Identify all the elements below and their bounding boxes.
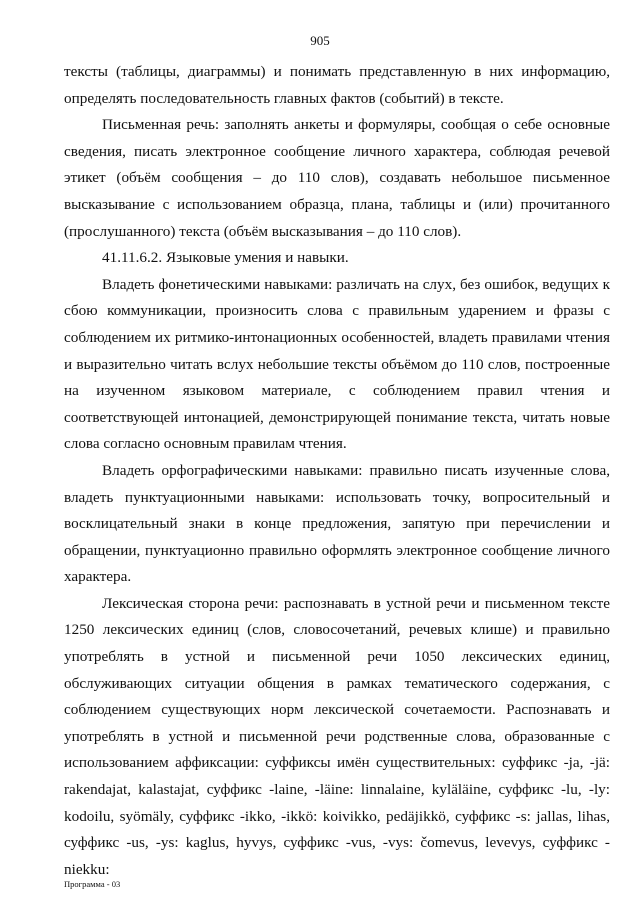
paragraph-4: Владеть фонетическими навыками: различать на слух, без ошибок, ведущих к сбою коммуникации, произносить слова с правильным ударением и фразы с соблюдением их ритмико-интонационных особенностей, владеть правилами чтения и выразительно читать вслух небольшие тексты объёмом до 110 слов, построенные на изученном языковом материале, с соблюдением правил чтения и соответствующей интонацией, демонстрирующей понимание текста, читать новые слова согласно основным правилам чтения. (64, 275, 610, 453)
paragraph-1: тексты (таблицы, диаграммы) и понимать представленную в них информацию, определять последовательность главных фактов (событий) в тексте. (64, 63, 610, 107)
document-body (64, 59, 610, 883)
footer-label: Программа - 03 (64, 879, 121, 889)
section-heading: 41.11.6.2. Языковые умения и навыки. (102, 249, 349, 267)
paragraph-6: Лексическая сторона речи: распознавать в устной речи и письменном тексте 1250 лексических единиц (слов, словосочетаний, речевых клише) и правильно употреблять в устной и письменной речи 1050 лексических единиц, обслуживающих ситуации общения в рамках тематического содержания, с соблюдением существующих норм лексической сочетаемости. Распознавать и употреблять в устной и письменной речи родственные слова, образованные с использованием аффиксации: суффиксы имён существительных: суффикс -ja, -jä: rakendajat, kalastajat, суффикс -laine, -läine: linnalaine, kyläläine, суффикс -lu, -ly: kodoilu, syömäly, суффикс -ikko, -ikkö: koivikko, pedäjikkö, суффикс -s: jallas, lihas, суффикс -us, -ys: kaglus, hyvys, суффикс -vus, -vys: čomevus, levevys, суффикс -niekku: (64, 594, 610, 878)
paragraph-2: Письменная речь: заполнять анкеты и формуляры, сообщая о себе основные сведения, писать электронное сообщение личного характера, соблюдая речевой этикет (объём сообщения – до 110 слов), создавать небольшое письменное высказывание с использованием образца, плана, таблицы и (или) прочитанного (прослушанного) текста (объём высказывания – до 110 слов). (64, 116, 610, 240)
page-number: 905 (310, 33, 330, 48)
paragraph-5: Владеть орфографическими навыками: правильно писать изученные слова, владеть пунктуационными навыками: использовать точку, вопросительный и восклицательный знаки в конце предложения, запятую при перечислении и обращении, пунктуационно правильно оформлять электронное сообщение личного характера. (64, 461, 610, 586)
